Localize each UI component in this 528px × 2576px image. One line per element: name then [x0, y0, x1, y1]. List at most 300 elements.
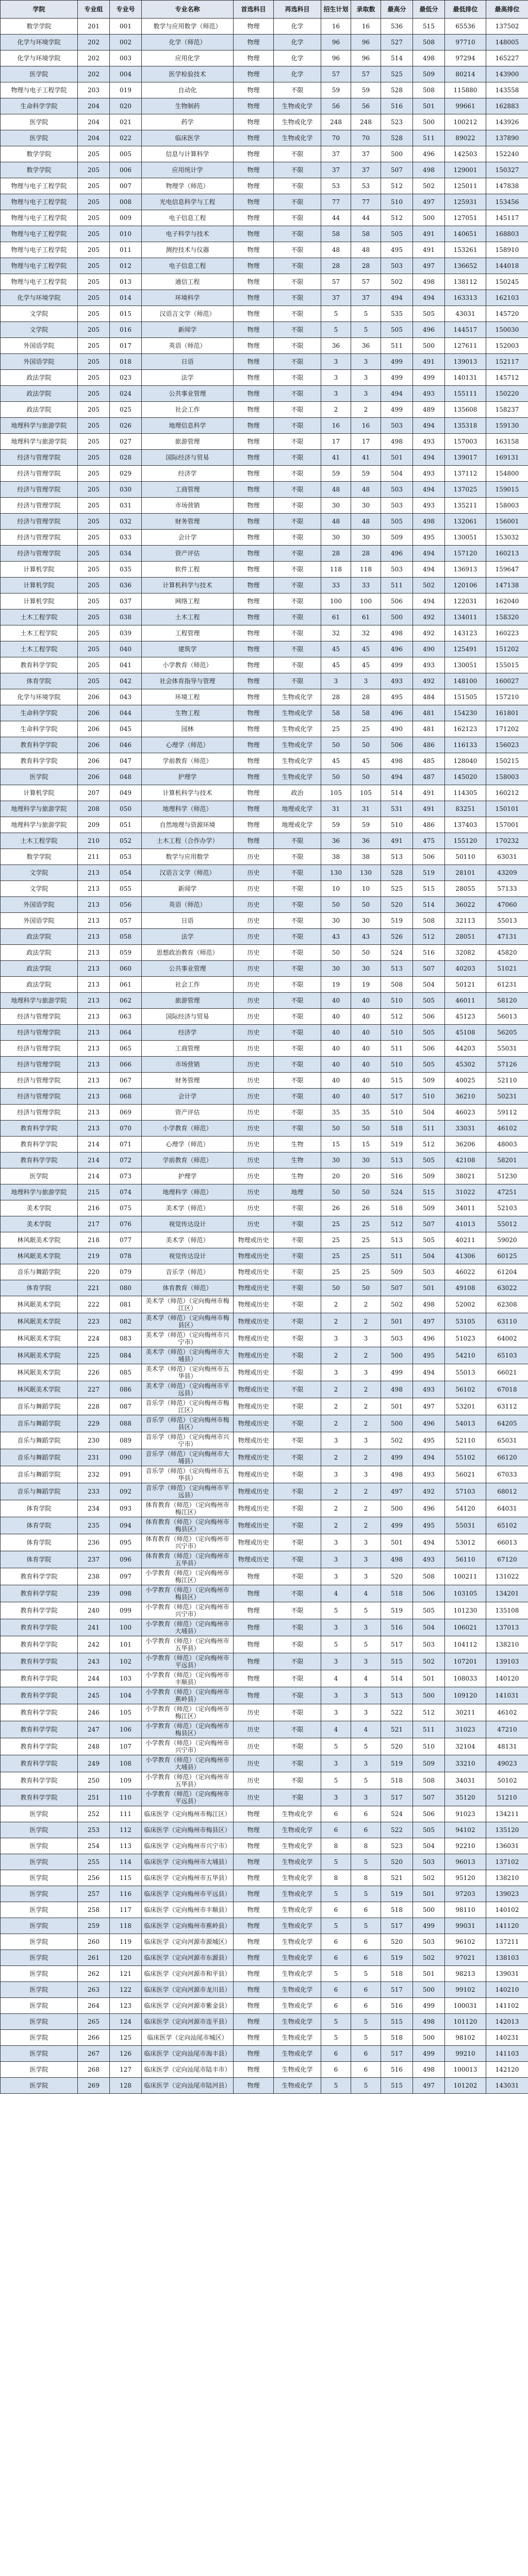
cell-elective-subject: 生物或化学 — [274, 769, 321, 785]
table-row — [1, 1232, 528, 1248]
cell-elective-subject: 不限 — [274, 178, 321, 194]
cell-major-code: 029 — [110, 466, 142, 482]
cell-major-code: 011 — [110, 242, 142, 258]
cell-major-name: 经济学 — [142, 1025, 234, 1041]
cell-plan: 45 — [321, 753, 351, 769]
cell-min-rank: 137403 — [445, 817, 486, 833]
cell-min-rank: 125491 — [445, 641, 486, 657]
cell-major-code: 075 — [110, 1200, 142, 1216]
cell-group: 254 — [78, 1838, 110, 1854]
cell-group: 269 — [78, 2078, 110, 2094]
cell-admitted: 5 — [351, 1738, 381, 1755]
cell-plan: 5 — [321, 1738, 351, 1755]
cell-first-subject: 物理 — [234, 242, 274, 258]
cell-elective-subject: 生物或化学 — [274, 1934, 321, 1950]
cell-plan: 5 — [321, 2078, 351, 2094]
cell-first-subject: 物理 — [234, 82, 274, 98]
cell-major-code: 077 — [110, 1232, 142, 1248]
cell-plan: 2 — [321, 1415, 351, 1432]
cell-major-code: 067 — [110, 1073, 142, 1089]
table-row — [1, 274, 528, 290]
cell-college: 体育学院 — [1, 1500, 78, 1517]
cell-admitted: 3 — [351, 1653, 381, 1670]
cell-plan: 50 — [321, 1184, 351, 1200]
header-admitted: 录取数 — [351, 1, 381, 19]
cell-major-code: 121 — [110, 1966, 142, 1982]
cell-elective-subject: 不限 — [274, 913, 321, 929]
cell-major-code: 061 — [110, 977, 142, 993]
cell-first-subject: 物理或历史 — [234, 1364, 274, 1381]
cell-max-score: 500 — [381, 1347, 413, 1364]
cell-group: 238 — [78, 1568, 110, 1585]
cell-admitted: 3 — [351, 1755, 381, 1772]
cell-elective-subject: 生物或化学 — [274, 1998, 321, 2014]
cell-min-score: 496 — [413, 146, 445, 162]
cell-first-subject: 物理 — [234, 1670, 274, 1687]
cell-min-score: 502 — [413, 178, 445, 194]
cell-group: 210 — [78, 833, 110, 849]
cell-max-rank: 143926 — [486, 114, 528, 130]
cell-elective-subject: 生物或化学 — [274, 721, 321, 737]
cell-max-score: 503 — [381, 562, 413, 578]
cell-major-name: 临床医学（定向河源市龙川县） — [142, 1982, 234, 1998]
table-row — [1, 1415, 528, 1432]
header-first-subject: 首选科目 — [234, 1, 274, 19]
cell-admitted: 40 — [351, 993, 381, 1009]
cell-college: 体育学院 — [1, 673, 78, 689]
cell-admitted: 25 — [351, 721, 381, 737]
cell-first-subject: 历史 — [234, 1089, 274, 1105]
cell-major-name: 临床医学（定向河源市源城区） — [142, 1934, 234, 1950]
cell-max-score: 511 — [381, 1041, 413, 1057]
cell-admitted: 40 — [351, 1057, 381, 1073]
cell-admitted: 61 — [351, 609, 381, 625]
cell-major-code: 037 — [110, 594, 142, 609]
cell-college: 经济与管理学院 — [1, 514, 78, 530]
cell-major-code: 114 — [110, 1854, 142, 1870]
cell-major-name: 学前教育（师范） — [142, 753, 234, 769]
cell-max-score: 507 — [381, 1280, 413, 1296]
cell-max-score: 524 — [381, 1184, 413, 1200]
cell-max-score: 510 — [381, 993, 413, 1009]
cell-max-score: 499 — [381, 657, 413, 673]
cell-elective-subject: 不限 — [274, 1313, 321, 1330]
cell-min-score: 508 — [413, 1772, 445, 1789]
cell-elective-subject: 不限 — [274, 609, 321, 625]
cell-major-name: 应用化学 — [142, 50, 234, 66]
cell-min-score: 498 — [413, 1296, 445, 1313]
cell-max-rank: 67018 — [486, 1381, 528, 1398]
cell-major-code: 074 — [110, 1184, 142, 1200]
cell-max-score: 494 — [381, 386, 413, 402]
cell-major-code: 127 — [110, 2062, 142, 2078]
cell-min-rank: 46022 — [445, 1264, 486, 1280]
cell-plan: 5 — [321, 322, 351, 338]
cell-major-code: 119 — [110, 1934, 142, 1950]
cell-elective-subject: 不限 — [274, 897, 321, 913]
cell-max-rank: 134201 — [486, 1585, 528, 1602]
table-row — [1, 370, 528, 386]
cell-group: 207 — [78, 785, 110, 801]
cell-first-subject: 物理 — [234, 114, 274, 130]
table-row — [1, 1602, 528, 1619]
cell-plan: 5 — [321, 1886, 351, 1902]
cell-max-score: 499 — [381, 354, 413, 370]
cell-min-score: 508 — [413, 1568, 445, 1585]
cell-plan: 17 — [321, 434, 351, 450]
table-row — [1, 737, 528, 753]
cell-min-score: 498 — [413, 2014, 445, 2030]
cell-plan: 50 — [321, 1121, 351, 1137]
cell-elective-subject: 地理或化学 — [274, 801, 321, 817]
cell-max-rank: 147838 — [486, 178, 528, 194]
cell-first-subject: 物理或历史 — [234, 1534, 274, 1551]
cell-min-score: 506 — [413, 1806, 445, 1822]
cell-college: 政法学院 — [1, 929, 78, 945]
cell-max-score: 513 — [381, 849, 413, 865]
cell-major-code: 101 — [110, 1636, 142, 1653]
cell-college: 医学院 — [1, 1886, 78, 1902]
cell-max-rank: 158237 — [486, 402, 528, 418]
cell-min-rank: 136913 — [445, 562, 486, 578]
cell-elective-subject: 不限 — [274, 546, 321, 562]
header-group: 专业组 — [78, 1, 110, 19]
cell-min-score: 504 — [413, 1105, 445, 1121]
cell-group: 256 — [78, 1870, 110, 1886]
cell-plan: 2 — [321, 1449, 351, 1466]
cell-first-subject: 物理 — [234, 290, 274, 306]
table-row — [1, 1483, 528, 1500]
cell-plan: 43 — [321, 929, 351, 945]
cell-plan: 36 — [321, 338, 351, 354]
cell-max-score: 499 — [381, 1449, 413, 1466]
cell-college: 土木工程学院 — [1, 609, 78, 625]
cell-max-score: 509 — [381, 530, 413, 546]
cell-first-subject: 物理或历史 — [234, 1466, 274, 1483]
cell-major-name: 音乐学（师范）（定向梅州市兴宁市） — [142, 1432, 234, 1449]
cell-min-score: 493 — [413, 657, 445, 673]
table-row — [1, 1073, 528, 1089]
cell-max-rank: 157210 — [486, 689, 528, 705]
cell-max-rank: 160223 — [486, 625, 528, 641]
cell-major-code: 015 — [110, 306, 142, 322]
cell-min-rank: 50110 — [445, 849, 486, 865]
table-row — [1, 1500, 528, 1517]
table-row — [1, 817, 528, 833]
cell-min-rank: 91023 — [445, 1806, 486, 1822]
cell-min-rank: 153261 — [445, 242, 486, 258]
cell-max-score: 499 — [381, 1364, 413, 1381]
cell-major-name: 旅游管理 — [142, 434, 234, 450]
cell-min-rank: 45123 — [445, 1009, 486, 1025]
cell-major-name: 美术学（师范）（定向梅州市梅江区） — [142, 1296, 234, 1313]
cell-elective-subject: 生物或化学 — [274, 1902, 321, 1918]
cell-elective-subject: 不限 — [274, 1248, 321, 1264]
cell-major-code: 107 — [110, 1738, 142, 1755]
table-row — [1, 1822, 528, 1838]
cell-max-rank: 158003 — [486, 498, 528, 514]
table-row — [1, 753, 528, 769]
cell-max-rank: 162040 — [486, 594, 528, 609]
cell-admitted: 2 — [351, 1313, 381, 1330]
cell-max-rank: 160027 — [486, 673, 528, 689]
cell-first-subject: 物理 — [234, 2014, 274, 2030]
cell-major-code: 042 — [110, 673, 142, 689]
cell-elective-subject: 不限 — [274, 1381, 321, 1398]
cell-min-score: 498 — [413, 162, 445, 178]
cell-elective-subject: 不限 — [274, 274, 321, 290]
cell-max-rank: 150215 — [486, 753, 528, 769]
cell-max-score: 521 — [381, 1870, 413, 1886]
cell-min-rank: 55031 — [445, 1517, 486, 1534]
cell-max-score: 516 — [381, 1168, 413, 1184]
cell-group: 213 — [78, 961, 110, 977]
cell-group: 205 — [78, 530, 110, 546]
table-row — [1, 1585, 528, 1602]
table-row — [1, 386, 528, 402]
cell-group: 206 — [78, 689, 110, 705]
cell-group: 203 — [78, 82, 110, 98]
cell-admitted: 35 — [351, 1105, 381, 1121]
cell-max-score: 525 — [381, 66, 413, 82]
table-row — [1, 66, 528, 82]
cell-first-subject: 物理 — [234, 402, 274, 418]
table-row — [1, 1280, 528, 1296]
cell-min-rank: 139017 — [445, 450, 486, 466]
table-row — [1, 1449, 528, 1466]
cell-college: 林风眠美术学院 — [1, 1232, 78, 1248]
cell-major-name: 小学教育（师范）（定向梅州市五华县） — [142, 1636, 234, 1653]
cell-min-score: 492 — [413, 673, 445, 689]
cell-major-name: 信息与计算科学 — [142, 146, 234, 162]
cell-major-code: 070 — [110, 1121, 142, 1137]
cell-first-subject: 物理 — [234, 1902, 274, 1918]
cell-admitted: 2 — [351, 1296, 381, 1313]
cell-min-score: 505 — [413, 1057, 445, 1073]
cell-min-score: 494 — [413, 562, 445, 578]
cell-max-rank: 148005 — [486, 35, 528, 50]
cell-max-score: 507 — [381, 162, 413, 178]
cell-max-rank: 152117 — [486, 354, 528, 370]
cell-group: 255 — [78, 1854, 110, 1870]
cell-elective-subject: 生物或化学 — [274, 2078, 321, 2094]
cell-first-subject: 物理 — [234, 1822, 274, 1838]
cell-max-score: 513 — [381, 961, 413, 977]
cell-min-score: 481 — [413, 705, 445, 721]
cell-group: 215 — [78, 1184, 110, 1200]
cell-admitted: 2 — [351, 1449, 381, 1466]
cell-max-rank: 66013 — [486, 1534, 528, 1551]
table-row — [1, 530, 528, 546]
cell-college: 音乐与舞蹈学院 — [1, 1466, 78, 1483]
cell-college: 数学学院 — [1, 162, 78, 178]
cell-plan: 6 — [321, 1902, 351, 1918]
cell-max-score: 519 — [381, 1950, 413, 1966]
cell-elective-subject: 不限 — [274, 498, 321, 514]
cell-max-rank: 48131 — [486, 1738, 528, 1755]
cell-college: 文学院 — [1, 865, 78, 881]
cell-admitted: 58 — [351, 226, 381, 242]
cell-max-rank: 58201 — [486, 1153, 528, 1168]
cell-college: 化学与环境学院 — [1, 35, 78, 50]
cell-college: 经济与管理学院 — [1, 546, 78, 562]
cell-max-rank: 134211 — [486, 1806, 528, 1822]
cell-plan: 50 — [321, 769, 351, 785]
cell-max-score: 494 — [381, 290, 413, 306]
table-row — [1, 1619, 528, 1636]
cell-elective-subject: 生物或化学 — [274, 689, 321, 705]
cell-elective-subject: 不限 — [274, 1105, 321, 1121]
cell-major-name: 英语（师范） — [142, 338, 234, 354]
table-row — [1, 1248, 528, 1264]
cell-admitted: 3 — [351, 1789, 381, 1806]
cell-max-score: 511 — [381, 338, 413, 354]
cell-plan: 53 — [321, 178, 351, 194]
cell-min-rank: 137025 — [445, 482, 486, 498]
cell-college: 教育科学学院 — [1, 1137, 78, 1153]
cell-max-rank: 143900 — [486, 66, 528, 82]
table-row — [1, 977, 528, 993]
cell-major-name: 地理科学（师范） — [142, 1184, 234, 1200]
cell-min-score: 485 — [413, 753, 445, 769]
cell-admitted: 2 — [351, 1381, 381, 1398]
cell-major-name: 国际经济与贸易 — [142, 450, 234, 466]
cell-plan: 37 — [321, 290, 351, 306]
cell-elective-subject: 不限 — [274, 306, 321, 322]
table-row — [1, 1137, 528, 1153]
cell-min-score: 496 — [413, 322, 445, 338]
cell-major-code: 008 — [110, 194, 142, 210]
cell-min-rank: 53201 — [445, 1398, 486, 1415]
cell-max-rank: 163158 — [486, 434, 528, 450]
cell-major-code: 035 — [110, 562, 142, 578]
cell-first-subject: 物理或历史 — [234, 1280, 274, 1296]
cell-max-rank: 144018 — [486, 258, 528, 274]
cell-max-rank: 137211 — [486, 1934, 528, 1950]
cell-max-score: 498 — [381, 753, 413, 769]
cell-min-score: 491 — [413, 226, 445, 242]
cell-elective-subject: 不限 — [274, 977, 321, 993]
cell-plan: 5 — [321, 1636, 351, 1653]
cell-college: 林风眠美术学院 — [1, 1313, 78, 1330]
cell-college: 物理与电子工程学院 — [1, 210, 78, 226]
cell-admitted: 38 — [351, 849, 381, 865]
cell-min-score: 498 — [413, 50, 445, 66]
cell-plan: 48 — [321, 514, 351, 530]
cell-elective-subject: 不限 — [274, 482, 321, 498]
cell-first-subject: 物理 — [234, 1966, 274, 1982]
cell-max-score: 510 — [381, 1025, 413, 1041]
cell-min-score: 508 — [413, 82, 445, 98]
cell-max-score: 498 — [381, 1381, 413, 1398]
cell-max-score: 512 — [381, 178, 413, 194]
cell-min-score: 498 — [413, 274, 445, 290]
cell-min-score: 515 — [413, 881, 445, 897]
cell-min-score: 505 — [413, 1153, 445, 1168]
cell-min-rank: 97021 — [445, 1950, 486, 1966]
cell-major-code: 099 — [110, 1602, 142, 1619]
table-row — [1, 1313, 528, 1330]
table-row — [1, 82, 528, 98]
cell-major-code: 094 — [110, 1517, 142, 1534]
cell-min-rank: 65536 — [445, 19, 486, 35]
cell-college: 教育科学学院 — [1, 1687, 78, 1704]
cell-elective-subject: 地理 — [274, 1184, 321, 1200]
table-row — [1, 1057, 528, 1073]
cell-min-score: 498 — [413, 514, 445, 530]
cell-min-rank: 38021 — [445, 1168, 486, 1184]
cell-first-subject: 物理 — [234, 1934, 274, 1950]
cell-group: 206 — [78, 753, 110, 769]
cell-first-subject: 物理 — [234, 338, 274, 354]
table-row — [1, 657, 528, 673]
cell-major-name: 小学教育（师范） — [142, 1121, 234, 1137]
cell-elective-subject: 不限 — [274, 1057, 321, 1073]
table-row — [1, 1089, 528, 1105]
cell-major-name: 计算机科学与技术 — [142, 578, 234, 594]
cell-min-rank: 99210 — [445, 2046, 486, 2062]
cell-elective-subject: 不限 — [274, 1738, 321, 1755]
cell-min-rank: 97710 — [445, 35, 486, 50]
cell-min-score: 515 — [413, 19, 445, 35]
cell-major-code: 113 — [110, 1838, 142, 1854]
cell-admitted: 44 — [351, 210, 381, 226]
cell-major-name: 软件工程 — [142, 562, 234, 578]
cell-first-subject: 物理 — [234, 562, 274, 578]
cell-admitted: 30 — [351, 530, 381, 546]
cell-plan: 3 — [321, 354, 351, 370]
table-row — [1, 1704, 528, 1721]
cell-first-subject: 物理 — [234, 274, 274, 290]
cell-min-score: 501 — [413, 98, 445, 114]
cell-max-rank: 56013 — [486, 1009, 528, 1025]
cell-group: 259 — [78, 1918, 110, 1934]
cell-admitted: 48 — [351, 514, 381, 530]
cell-first-subject: 历史 — [234, 993, 274, 1009]
cell-max-score: 535 — [381, 306, 413, 322]
cell-college: 地理科学与旅游学院 — [1, 817, 78, 833]
cell-group: 213 — [78, 977, 110, 993]
cell-group: 229 — [78, 1415, 110, 1432]
cell-max-score: 510 — [381, 1105, 413, 1121]
cell-min-score: 501 — [413, 1886, 445, 1902]
cell-max-rank: 66120 — [486, 1449, 528, 1466]
cell-elective-subject: 不限 — [274, 833, 321, 849]
cell-min-score: 509 — [413, 1168, 445, 1184]
cell-min-rank: 129001 — [445, 162, 486, 178]
cell-major-name: 小学教育（师范）（定向梅州市梅县区） — [142, 1585, 234, 1602]
cell-max-score: 515 — [381, 2078, 413, 2094]
cell-major-code: 069 — [110, 1105, 142, 1121]
cell-major-name: 数学与应用数学 — [142, 849, 234, 865]
cell-min-rank: 108033 — [445, 1670, 486, 1687]
cell-min-score: 504 — [413, 1838, 445, 1854]
cell-college: 体育学院 — [1, 1517, 78, 1534]
cell-max-score: 516 — [381, 98, 413, 114]
cell-min-rank: 52110 — [445, 1432, 486, 1449]
cell-first-subject: 历史 — [234, 881, 274, 897]
cell-min-rank: 144517 — [445, 322, 486, 338]
cell-plan: 10 — [321, 881, 351, 897]
table-row — [1, 1636, 528, 1653]
cell-college: 计算机学院 — [1, 578, 78, 594]
table-row — [1, 1381, 528, 1398]
cell-min-rank: 89022 — [445, 130, 486, 146]
cell-group: 205 — [78, 146, 110, 162]
cell-first-subject: 物理 — [234, 162, 274, 178]
cell-admitted: 16 — [351, 418, 381, 434]
cell-max-rank: 46102 — [486, 1121, 528, 1137]
